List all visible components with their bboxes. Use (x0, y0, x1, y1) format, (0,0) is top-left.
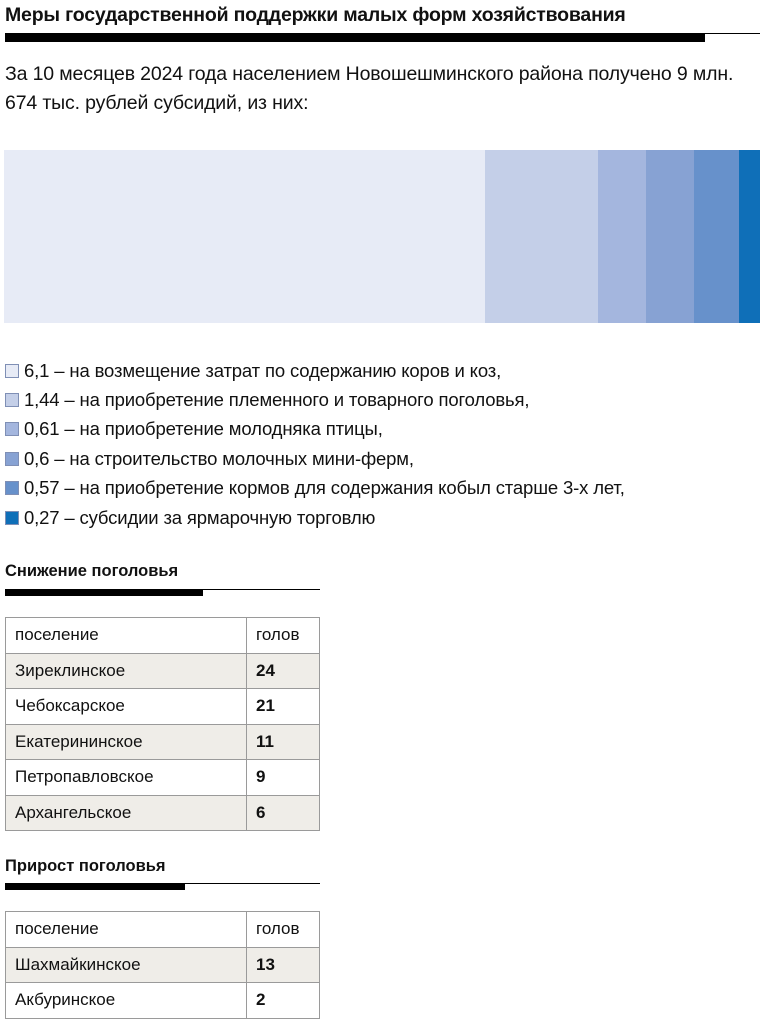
legend-label: 0,61 – на приобретение молодняка птицы, (24, 418, 383, 440)
legend-label: 0,57 – на приобретение кормов для содержания кобыл старше 3-х лет, (24, 477, 625, 499)
decline-section-underline (5, 589, 320, 597)
chart-legend (5, 356, 760, 532)
legend-swatch (5, 364, 19, 378)
title-underline-thin (705, 33, 760, 34)
settlement-name: Петропавловское (6, 760, 247, 796)
header-settlement: поселение (6, 618, 247, 654)
decline-underline-thick (5, 589, 203, 596)
settlement-name: Екатерининское (6, 724, 247, 760)
growth-underline-thin (185, 883, 320, 884)
decline-table (5, 617, 320, 831)
bar-segment (485, 150, 599, 323)
legend-item (5, 474, 760, 503)
bar-segment (739, 150, 760, 323)
growth-underline-thick (5, 883, 185, 890)
growth-section-underline (5, 883, 320, 891)
title-underline (5, 33, 760, 43)
legend-label: 6,1 – на возмещение затрат по содержанию коров и коз, (24, 359, 502, 381)
legend-swatch (5, 481, 19, 495)
heads-count: 21 (247, 689, 320, 725)
growth-section-title: Прирост поголовья (5, 857, 166, 875)
legend-item (5, 444, 760, 473)
legend-item (5, 503, 760, 532)
legend-swatch (5, 452, 19, 466)
heads-count: 9 (247, 760, 320, 796)
legend-item (5, 385, 760, 414)
legend-swatch (5, 422, 19, 436)
header-settlement: поселение (6, 912, 247, 948)
bar-segment (598, 150, 646, 323)
table-row (6, 689, 320, 725)
page-title: Меры государственной поддержки малых форм хозяйствования (5, 4, 626, 26)
decline-section-title: Снижение поголовья (5, 562, 179, 580)
bar-segment (694, 150, 739, 323)
header-heads: голов (247, 912, 320, 948)
table-row (6, 983, 320, 1019)
heads-count: 11 (247, 724, 320, 760)
legend-item (5, 415, 760, 444)
table-row (6, 653, 320, 689)
growth-table (5, 911, 320, 1019)
settlement-name: Акбуринское (6, 983, 247, 1019)
heads-count: 13 (247, 947, 320, 983)
intro-text: За 10 месяцев 2024 года населением Новошешминского района получено 9 млн. 674 тыс. рублей субсидий, из них: (5, 63, 734, 114)
title-underline-thick (5, 33, 705, 42)
table-row (6, 947, 320, 983)
decline-underline-thin (203, 589, 320, 590)
bar-segment (4, 150, 485, 323)
heads-count: 2 (247, 983, 320, 1019)
table-header-row (6, 912, 320, 948)
legend-label: 1,44 – на приобретение племенного и товарного поголовья, (24, 389, 530, 411)
table-row (6, 795, 320, 831)
heads-count: 6 (247, 795, 320, 831)
table-header-row (6, 618, 320, 654)
table-row (6, 760, 320, 796)
settlement-name: Чебоксарское (6, 689, 247, 725)
heads-count: 24 (247, 653, 320, 689)
legend-swatch (5, 511, 19, 525)
header-heads: голов (247, 618, 320, 654)
legend-label: 0,6 – на строительство молочных мини-ферм, (24, 447, 414, 469)
bar-segment (646, 150, 693, 323)
stacked-bar (4, 150, 760, 323)
legend-item (5, 356, 760, 385)
legend-label: 0,27 – субсидии за ярмарочную торговлю (24, 506, 376, 528)
settlement-name: Архангельское (6, 795, 247, 831)
table-row (6, 724, 320, 760)
settlement-name: Шахмайкинское (6, 947, 247, 983)
legend-swatch (5, 393, 19, 407)
settlement-name: Зиреклинское (6, 653, 247, 689)
